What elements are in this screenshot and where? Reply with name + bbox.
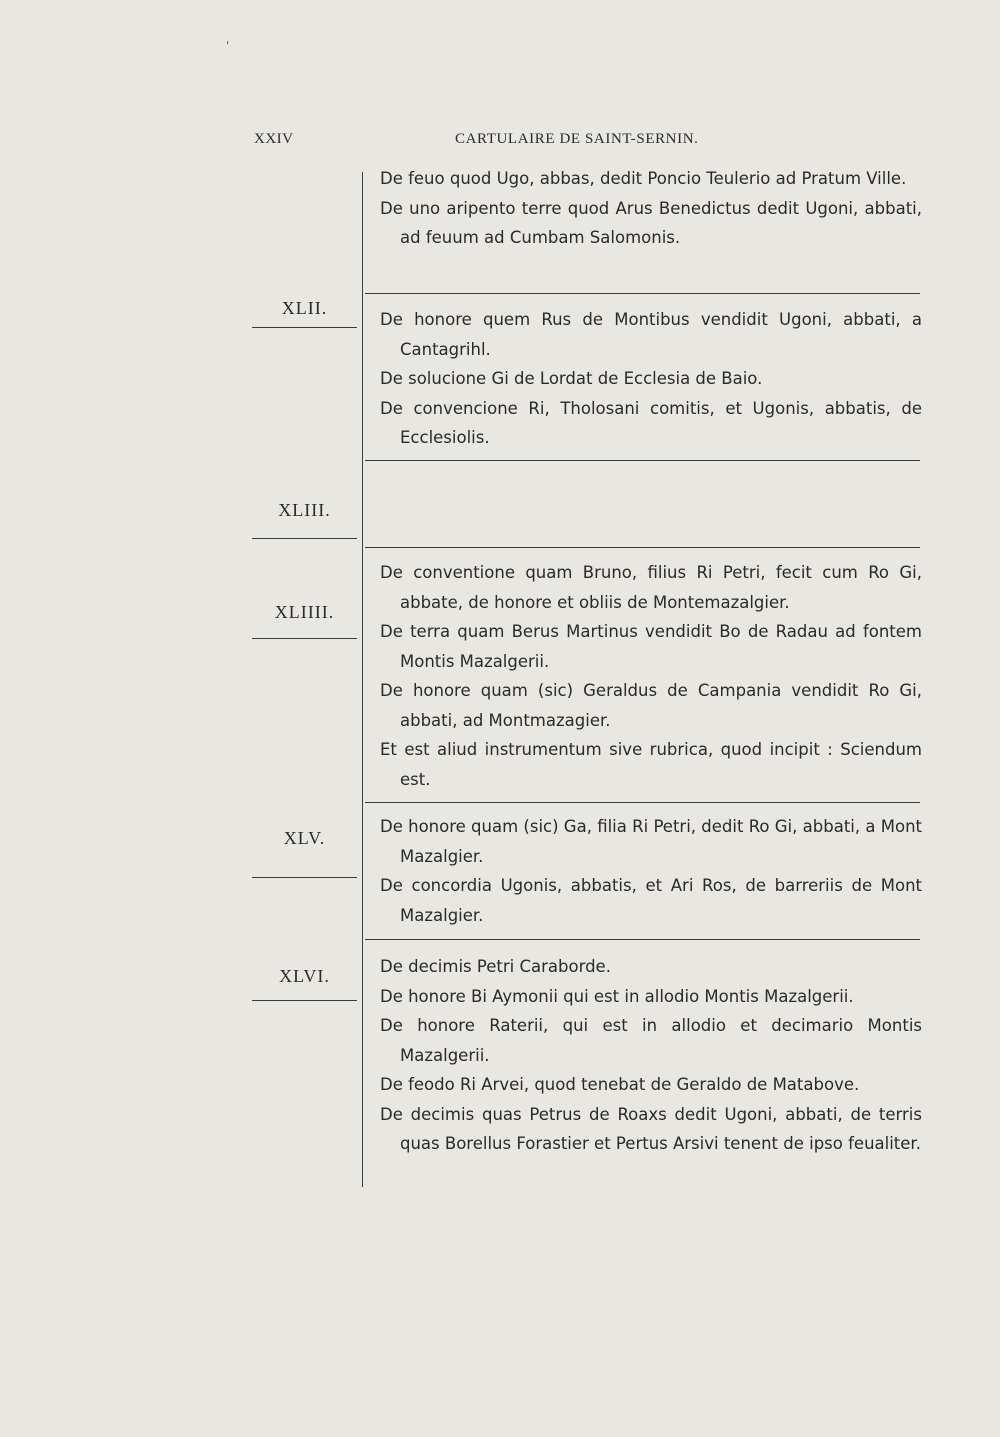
numeral-underline — [252, 1000, 357, 1001]
entry-item: De convencione Ri, Tholosani comitis, et Ugonis, abbatis, de Ecclesiolis. — [380, 398, 922, 447]
entry-item: De decimis quas Petrus de Roaxs dedit Ugoni, abbati, de terris quas Borellus Forastier et Pertus Arsivi tenent de ipso feualiter. — [380, 1104, 922, 1153]
entry-group-xliiii — [380, 558, 922, 794]
entry-item: De honore quem Rus de Montibus vendidit Ugoni, abbati, a Cantagrihl. — [380, 310, 922, 359]
entry-item: De feuo quod Ugo, abbas, dedit Poncio Teulerio ad Pratum Ville. — [380, 169, 907, 188]
entry-group-xlii — [380, 305, 922, 453]
numeral-xlii: XLII. — [281, 298, 328, 318]
numeral-underline — [252, 877, 357, 878]
entry-item: De terra quam Berus Martinus vendidit Bo de Radau ad fontem Montis Mazalgerii. — [380, 622, 922, 671]
entry-item: De honore quam (sic) Geraldus de Campania vendidit Ro Gi, abbati, ad Montmazagier. — [380, 681, 922, 730]
entry-item: De uno aripento terre quod Arus Benedictus dedit Ugoni, abbati, ad feuum ad Cumbam Salomonis. — [380, 198, 922, 247]
entry-item: De solucione Gi de Lordat de Ecclesia de Baio. — [380, 369, 763, 388]
entry-group-continued — [380, 164, 922, 253]
entry-item: De feodo Ri Arvei, quod tenebat de Geraldo de Matabove. — [380, 1075, 860, 1094]
numeral-xliiii: XLIIII. — [274, 602, 335, 622]
entry-item: De concordia Ugonis, abbatis, et Ari Ros, de barreriis de Mont Mazalgier. — [380, 876, 922, 925]
running-title: CARTULAIRE DE SAINT-SERNIN. — [455, 131, 699, 147]
numeral-underline — [252, 327, 357, 328]
section-divider — [365, 293, 920, 294]
entry-item: De honore Raterii, qui est in allodio et decimario Montis Mazalgerii. — [380, 1016, 922, 1065]
section-divider — [365, 460, 920, 461]
entry-item: Et est aliud instrumentum sive rubrica, quod incipit : Sciendum est. — [380, 740, 922, 789]
numeral-underline — [252, 638, 357, 639]
column-divider — [362, 172, 363, 1187]
page-header — [0, 39, 1000, 155]
entry-item: De decimis Petri Caraborde. — [380, 957, 611, 976]
section-divider — [365, 802, 920, 803]
section-divider — [365, 547, 920, 548]
section-divider — [365, 939, 920, 940]
numeral-xlvi: XLVI. — [279, 966, 330, 986]
entry-item: De honore Bi Aymonii qui est in allodio Montis Mazalgerii. — [380, 986, 854, 1006]
entry-group-xlvi — [380, 952, 922, 1159]
entry-group-xlv — [380, 812, 922, 930]
top-mark: ' — [226, 39, 230, 53]
numeral-xliii: XLIII. — [278, 500, 331, 520]
page-number: XXIV — [254, 131, 294, 147]
numeral-xlv: XLV. — [283, 828, 326, 848]
numeral-underline — [252, 538, 357, 539]
entry-item: De conventione quam Bruno, filius Ri Petri, fecit cum Ro Gi, abbate, de honore et obliis de Montemazalgier. — [380, 563, 922, 612]
entry-item: De honore quam (sic) Ga, filia Ri Petri, dedit Ro Gi, abbati, a Mont Mazalgier. — [380, 817, 922, 866]
